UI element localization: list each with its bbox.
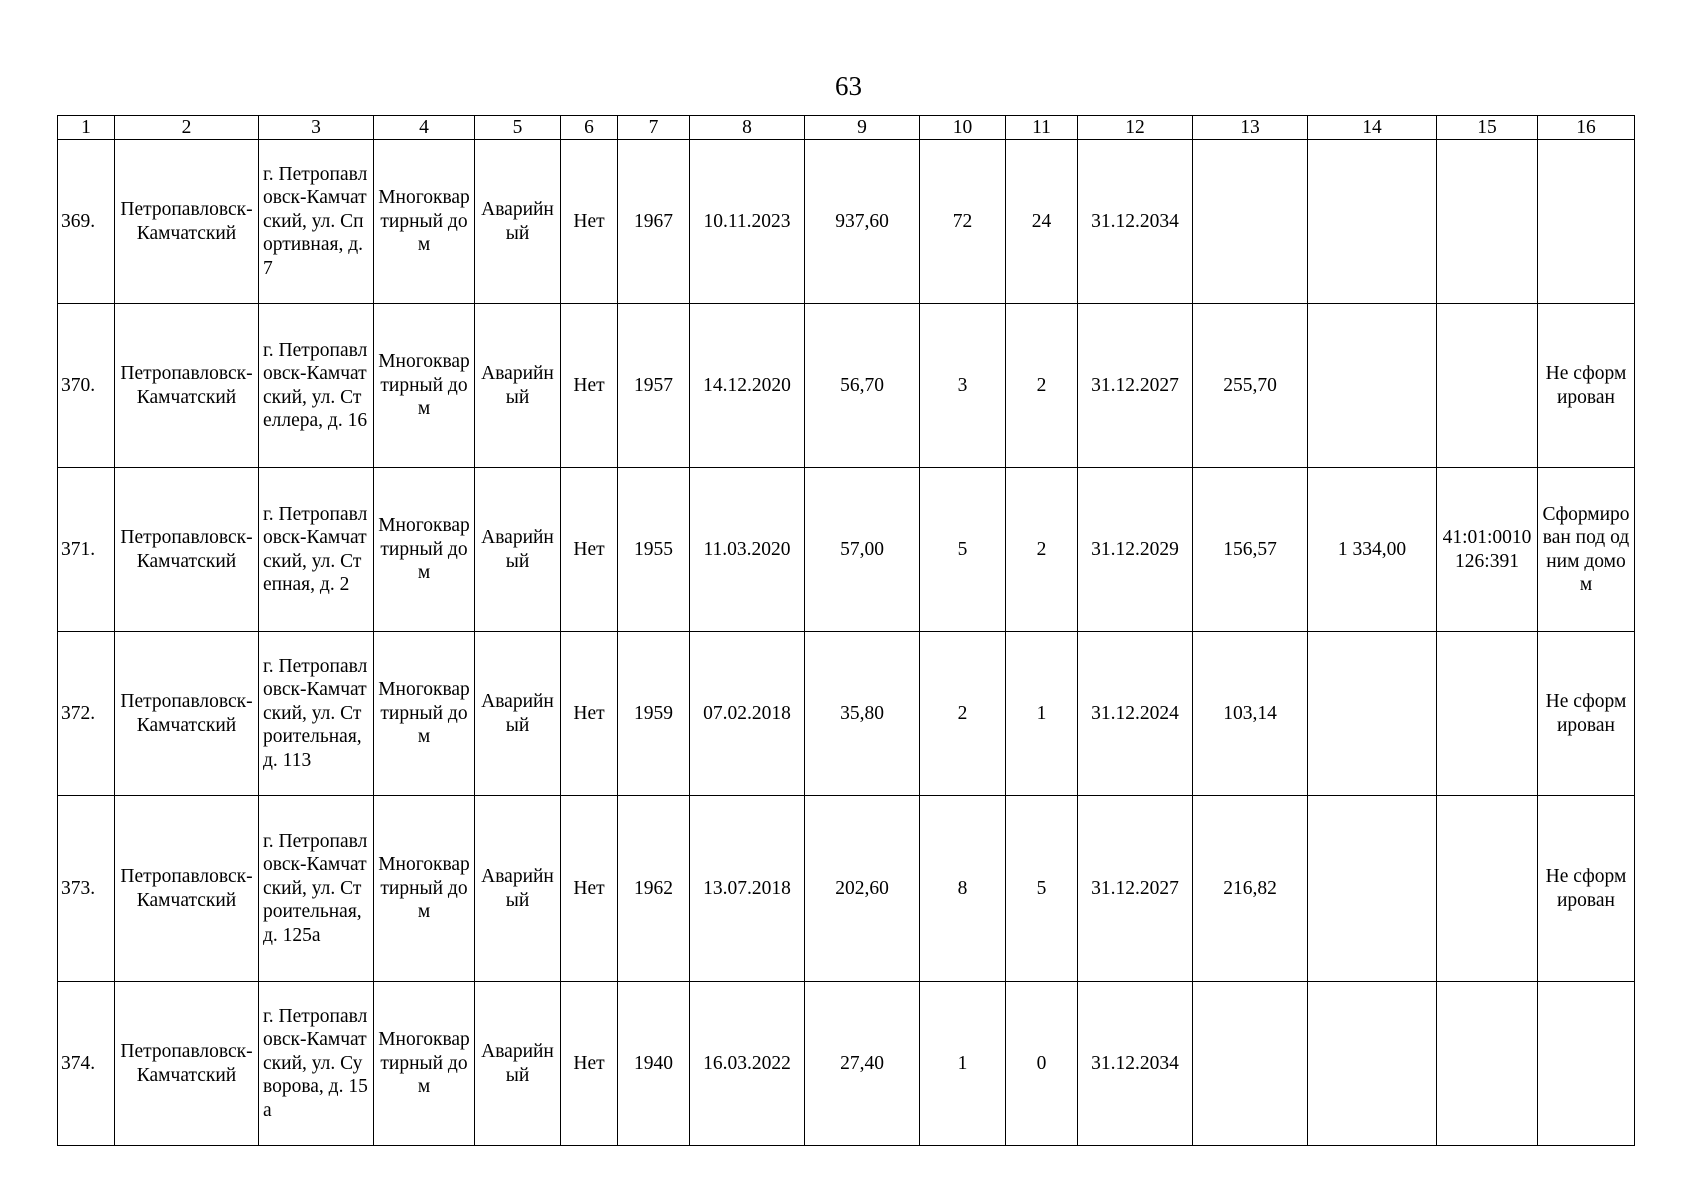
deadline-cell: 31.12.2027	[1078, 304, 1193, 468]
building-type-cell: Многоквартирный дом	[374, 468, 475, 632]
year-cell: 1955	[618, 468, 690, 632]
column-header: 8	[690, 116, 805, 140]
condition-cell: Аварийный	[475, 796, 561, 982]
row-number-cell: 374.	[58, 982, 115, 1146]
area-cell: 202,60	[805, 796, 920, 982]
condition-cell: Аварийный	[475, 140, 561, 304]
area-cell: 937,60	[805, 140, 920, 304]
cell-11: 1	[1006, 632, 1078, 796]
year-cell: 1940	[618, 982, 690, 1146]
cell-14	[1308, 140, 1437, 304]
municipality-cell: Петропавловск-Камчатский	[115, 304, 259, 468]
column-header: 1	[58, 116, 115, 140]
column-header: 4	[374, 116, 475, 140]
column-header: 7	[618, 116, 690, 140]
cell-6: Нет	[561, 796, 618, 982]
column-header: 16	[1538, 116, 1635, 140]
row-number-cell: 373.	[58, 796, 115, 982]
cell-13: 216,82	[1193, 796, 1308, 982]
cell-11: 5	[1006, 796, 1078, 982]
land-plot-status-cell: Не сформирован	[1538, 632, 1635, 796]
condition-cell: Аварийный	[475, 468, 561, 632]
cell-11: 2	[1006, 468, 1078, 632]
cell-13	[1193, 982, 1308, 1146]
column-header: 5	[475, 116, 561, 140]
land-plot-status-cell: Не сформирован	[1538, 304, 1635, 468]
row-number-cell: 372.	[58, 632, 115, 796]
cell-14	[1308, 632, 1437, 796]
cell-10: 5	[920, 468, 1006, 632]
cadastral-number-cell	[1437, 140, 1538, 304]
cadastral-number-cell	[1437, 982, 1538, 1146]
housing-registry-table	[57, 115, 1635, 1146]
column-header: 3	[259, 116, 374, 140]
land-plot-status-cell	[1538, 140, 1635, 304]
deadline-cell: 31.12.2027	[1078, 796, 1193, 982]
column-header: 2	[115, 116, 259, 140]
condition-cell: Аварийный	[475, 632, 561, 796]
column-header: 14	[1308, 116, 1437, 140]
table-row	[58, 632, 1635, 796]
cell-11: 24	[1006, 140, 1078, 304]
land-plot-status-cell	[1538, 982, 1635, 1146]
area-cell: 27,40	[805, 982, 920, 1146]
cell-10: 2	[920, 632, 1006, 796]
row-number-cell: 369.	[58, 140, 115, 304]
area-cell: 57,00	[805, 468, 920, 632]
municipality-cell: Петропавловск-Камчатский	[115, 982, 259, 1146]
address-cell: г. Петропавловск-Камчатский, ул. Строительная, д. 113	[259, 632, 374, 796]
cell-6: Нет	[561, 140, 618, 304]
cell-14	[1308, 982, 1437, 1146]
date-cell: 13.07.2018	[690, 796, 805, 982]
cell-10: 72	[920, 140, 1006, 304]
building-type-cell: Многоквартирный дом	[374, 982, 475, 1146]
cell-13: 103,14	[1193, 632, 1308, 796]
cell-14	[1308, 796, 1437, 982]
cell-14: 1 334,00	[1308, 468, 1437, 632]
cadastral-number-cell	[1437, 632, 1538, 796]
cell-11: 0	[1006, 982, 1078, 1146]
year-cell: 1962	[618, 796, 690, 982]
cell-10: 8	[920, 796, 1006, 982]
land-plot-status-cell: Сформирован под одним домом	[1538, 468, 1635, 632]
date-cell: 16.03.2022	[690, 982, 805, 1146]
condition-cell: Аварийный	[475, 304, 561, 468]
address-cell: г. Петропавловск-Камчатский, ул. Спортивная, д. 7	[259, 140, 374, 304]
municipality-cell: Петропавловск-Камчатский	[115, 140, 259, 304]
building-type-cell: Многоквартирный дом	[374, 304, 475, 468]
page-number: 63	[835, 71, 862, 101]
cell-6: Нет	[561, 468, 618, 632]
column-header: 12	[1078, 116, 1193, 140]
cell-6: Нет	[561, 304, 618, 468]
cell-13: 255,70	[1193, 304, 1308, 468]
deadline-cell: 31.12.2034	[1078, 982, 1193, 1146]
column-header: 10	[920, 116, 1006, 140]
deadline-cell: 31.12.2034	[1078, 140, 1193, 304]
date-cell: 11.03.2020	[690, 468, 805, 632]
building-type-cell: Многоквартирный дом	[374, 796, 475, 982]
cadastral-number-cell: 41:01:0010126:391	[1437, 468, 1538, 632]
table-row	[58, 304, 1635, 468]
cell-13: 156,57	[1193, 468, 1308, 632]
land-plot-status-cell: Не сформирован	[1538, 796, 1635, 982]
building-type-cell: Многоквартирный дом	[374, 632, 475, 796]
year-cell: 1957	[618, 304, 690, 468]
deadline-cell: 31.12.2024	[1078, 632, 1193, 796]
municipality-cell: Петропавловск-Камчатский	[115, 632, 259, 796]
cell-11: 2	[1006, 304, 1078, 468]
address-cell: г. Петропавловск-Камчатский, ул. Стеллера, д. 16	[259, 304, 374, 468]
year-cell: 1959	[618, 632, 690, 796]
cadastral-number-cell	[1437, 304, 1538, 468]
address-cell: г. Петропавловск-Камчатский, ул. Суворова, д. 15а	[259, 982, 374, 1146]
address-cell: г. Петропавловск-Камчатский, ул. Строительная, д. 125а	[259, 796, 374, 982]
cell-14	[1308, 304, 1437, 468]
table-row	[58, 140, 1635, 304]
municipality-cell: Петропавловск-Камчатский	[115, 468, 259, 632]
cell-6: Нет	[561, 982, 618, 1146]
column-header: 13	[1193, 116, 1308, 140]
condition-cell: Аварийный	[475, 982, 561, 1146]
cadastral-number-cell	[1437, 796, 1538, 982]
area-cell: 35,80	[805, 632, 920, 796]
deadline-cell: 31.12.2029	[1078, 468, 1193, 632]
row-number-cell: 371.	[58, 468, 115, 632]
cell-13	[1193, 140, 1308, 304]
row-number-cell: 370.	[58, 304, 115, 468]
address-cell: г. Петропавловск-Камчатский, ул. Степная, д. 2	[259, 468, 374, 632]
date-cell: 10.11.2023	[690, 140, 805, 304]
table-row	[58, 468, 1635, 632]
table-row	[58, 982, 1635, 1146]
building-type-cell: Многоквартирный дом	[374, 140, 475, 304]
column-header: 11	[1006, 116, 1078, 140]
column-header: 9	[805, 116, 920, 140]
cell-6: Нет	[561, 632, 618, 796]
table-row	[58, 796, 1635, 982]
cell-10: 3	[920, 304, 1006, 468]
cell-10: 1	[920, 982, 1006, 1146]
year-cell: 1967	[618, 140, 690, 304]
area-cell: 56,70	[805, 304, 920, 468]
date-cell: 14.12.2020	[690, 304, 805, 468]
column-header: 6	[561, 116, 618, 140]
column-header: 15	[1437, 116, 1538, 140]
column-number-header-row	[58, 116, 1635, 140]
date-cell: 07.02.2018	[690, 632, 805, 796]
municipality-cell: Петропавловск-Камчатский	[115, 796, 259, 982]
